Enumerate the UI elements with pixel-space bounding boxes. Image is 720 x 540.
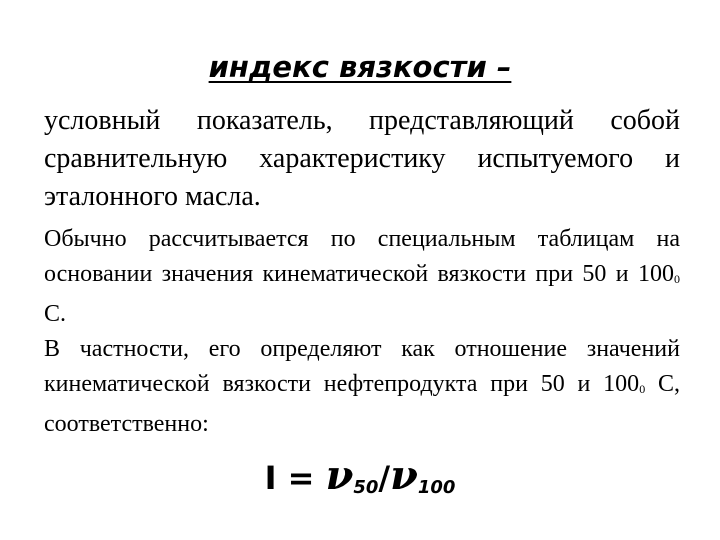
- nu-symbol: ν: [390, 452, 418, 499]
- ratio-text: В частности, его определяют как отношение значений кинематической вязкости нефтепродукта при 50 и 100: [44, 336, 680, 397]
- formula-lhs: I =: [264, 459, 326, 497]
- definition-paragraph: условный показатель, представляющий собой сравнительную характеристику испытуемого и эталонного масла.: [44, 105, 680, 212]
- formula-subscript-100: 100: [417, 477, 456, 498]
- nu-symbol: ν: [325, 452, 354, 499]
- degree-mark: 0: [639, 382, 646, 396]
- formula-subscript-50: 50: [353, 477, 379, 498]
- calculation-text: Обычно рассчитывается по специальным таблицам на основании значения кинематической вязкости при 50 и 100: [44, 226, 680, 287]
- viscosity-index-formula: [0, 452, 720, 499]
- formula-slash: /: [378, 459, 391, 497]
- calculation-tail: С.: [44, 301, 67, 327]
- slide-title: индекс вязкости –: [208, 50, 512, 84]
- calculation-paragraph: [44, 222, 680, 332]
- ratio-tail: С, соответственно:: [44, 371, 680, 437]
- degree-mark: 0: [674, 272, 680, 286]
- ratio-paragraph: [44, 332, 680, 442]
